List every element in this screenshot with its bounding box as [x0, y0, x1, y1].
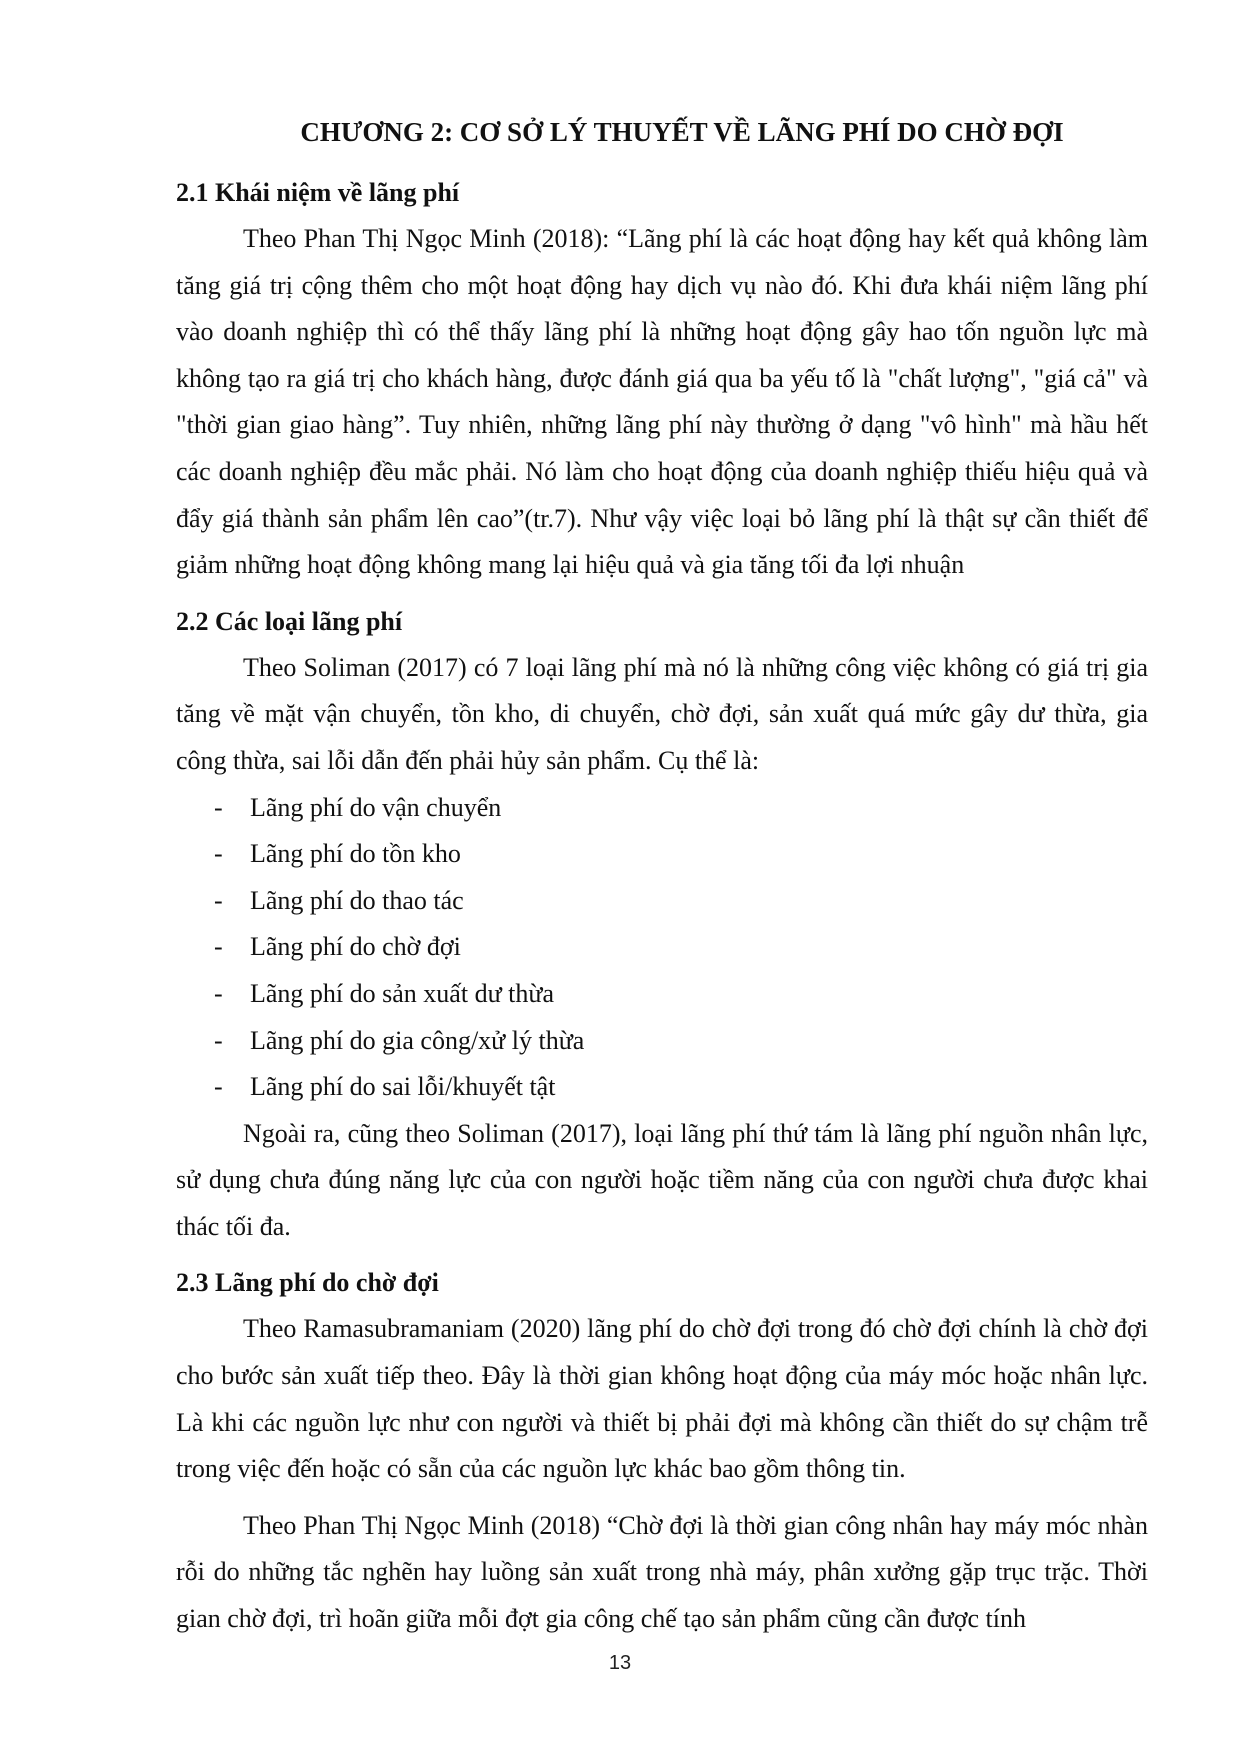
list-item — [176, 831, 1148, 878]
list-dash: - — [214, 885, 223, 915]
list-item-text: Lãng phí do sản xuất dư thừa — [250, 978, 555, 1008]
list-item-text: Lãng phí do gia công/xử lý thừa — [250, 1025, 585, 1055]
list-item — [176, 971, 1148, 1018]
list-dash: - — [214, 1025, 223, 1055]
list-item-text: Lãng phí do vận chuyển — [250, 792, 502, 822]
list-item-text: Lãng phí do thao tác — [250, 885, 464, 915]
chapter-title: CHƯƠNG 2: CƠ SỞ LÝ THUYẾT VỀ LÃNG PHÍ DO CHỜ ĐỢI — [300, 117, 1064, 147]
list-dash: - — [214, 978, 223, 1008]
section-2-2-intro: Theo Soliman (2017) có 7 loại lãng phí mà nó là những công việc không có giá trị gia tăng về mặt vận chuyển, tồn kho, di chuyển, chờ đợi, sản xuất quá mức gây dư thừa, gia công thừa, sai lỗi dẫn đến phải hủy sản phẩm. Cụ thể là: — [176, 652, 1148, 775]
section-heading-2-3: 2.3 Lãng phí do chờ đợi — [176, 1268, 439, 1298]
page-number: 13 — [608, 1652, 632, 1674]
list-item — [176, 1064, 1148, 1111]
list-dash: - — [214, 792, 223, 822]
page-content — [176, 108, 1148, 1643]
list-dash: - — [214, 932, 223, 962]
section-2-3-paragraph-2: Theo Phan Thị Ngọc Minh (2018) “Chờ đợi là thời gian công nhân hay máy móc nhàn rỗi do những tắc nghẽn hay luồng sản xuất trong nhà máy, phân xưởng gặp trục trặc. Thời gian chờ đợi, trì hoãn giữa mỗi đợt gia công chế tạo sản phẩm cũng cần được tính — [176, 1510, 1148, 1634]
section-2-1-paragraph: Theo Phan Thị Ngọc Minh (2018): “Lãng phí là các hoạt động hay kết quả không làm tăng giá trị cộng thêm cho một hoạt động hay dịch vụ nào đó. Khi đưa khái niệm lãng phí vào doanh nghiệp thì có thể thấy lãng phí là những hoạt động gây hao tốn nguồn lực mà không tạo ra giá trị cho khách hàng, được đánh giá qua ba yếu tố là "chất lượng", "giá cả" và "thời gian giao hàng”. Tuy nhiên, những lãng phí này thường ở dạng "vô hình" mà hầu hết các doanh nghiệp đều mắc phải. Nó làm cho hoạt động của doanh nghiệp thiếu hiệu quả và đẩy giá thành sản phẩm lên cao”(tr.7). Như vậy việc loại bỏ lãng phí là thật sự cần thiết để giảm những hoạt động không mang lại hiệu quả và gia tăng tối đa lợi nhuận — [176, 224, 1148, 580]
list-item — [176, 1018, 1148, 1065]
section-2-2-outro: Ngoài ra, cũng theo Soliman (2017), loại lãng phí thứ tám là lãng phí nguồn nhân lực, sử dụng chưa đúng năng lực của con người hoặc tiềm năng của con người chưa được khai thác tối đa. — [176, 1118, 1148, 1241]
list-item-text: Lãng phí do sai lỗi/khuyết tật — [250, 1072, 556, 1102]
section-heading-2-1: 2.1 Khái niệm về lãng phí — [176, 178, 460, 207]
section-heading-2-2: 2.2 Các loại lãng phí — [176, 606, 403, 636]
list-item — [176, 878, 1148, 925]
list-item — [176, 924, 1148, 971]
list-item-text: Lãng phí do tồn kho — [250, 839, 461, 869]
section-2-3-paragraph-1: Theo Ramasubramaniam (2020) lãng phí do chờ đợi trong đó chờ đợi chính là chờ đợi cho bước sản xuất tiếp theo. Đây là thời gian không hoạt động của máy móc hoặc nhân lực. Là khi các nguồn lực như con người và thiết bị phải đợi mà không cần thiết do sự chậm trễ trong việc đến hoặc có sẵn của các nguồn lực khác bao gồm thông tin. — [176, 1314, 1148, 1484]
waste-types-list — [176, 785, 1148, 1111]
list-dash: - — [214, 1072, 223, 1102]
list-item — [176, 785, 1148, 832]
list-dash: - — [214, 839, 223, 869]
list-item-text: Lãng phí do chờ đợi — [250, 932, 461, 962]
